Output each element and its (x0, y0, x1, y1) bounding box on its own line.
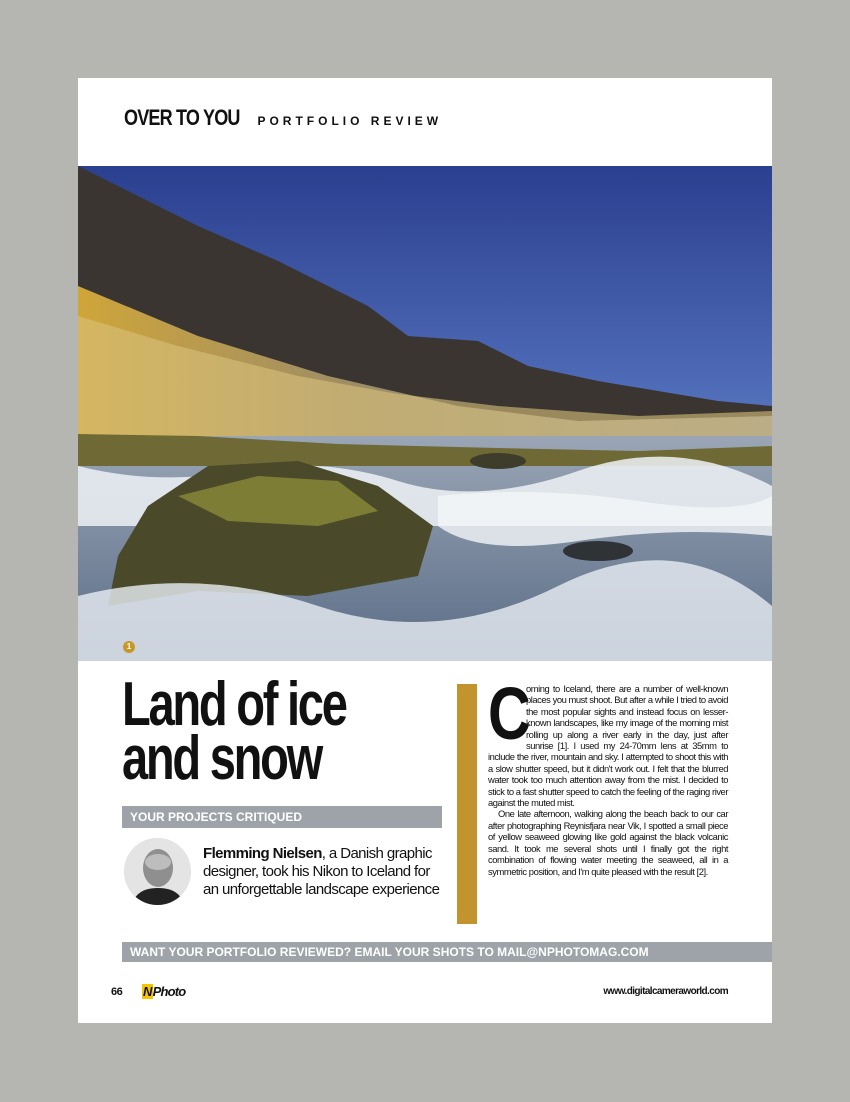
kicker-sub: PORTFOLIO REVIEW (257, 114, 443, 128)
landscape-photo (78, 166, 772, 661)
logo-text: Photo (152, 984, 186, 999)
author-name: Flemming Nielsen (203, 845, 322, 862)
paragraph-1-text: oming to Iceland, there are a number of well-known places you must shoot. But after a while I tried to avoid the most popular sights and instead focus on lesser-known landscapes, like my image of the morning mist rolling up along a river early in the day, just after sunrise [1]. I used my 24-70mm lens at 35mm to include the river, mountain and sky. I attempted to shoot this with a slow shutter speed, but it didn't work out. I felt that the blurred water took too much attention away from the mist. I decided to stick to a fast shutter speed to catch the feeling of the raging river against the muted mist. (488, 683, 728, 809)
article-body (488, 672, 728, 877)
author-intro (203, 845, 443, 899)
magazine-logo (142, 984, 185, 999)
headline (122, 670, 350, 793)
paragraph-1 (488, 672, 728, 809)
image-number-badge: 1 (123, 641, 135, 653)
intro-text: , a Danish graphic designer, took his Nikon to Iceland for an unforgettable landscape experience (203, 845, 440, 898)
magazine-page (78, 78, 772, 1023)
paragraph-2: One late afternoon, walking along the beach back to our car after photographing Reynisfjara near Vik, I spotted a small piece of yellow seaweed glowing like gold against the black volcanic sand. It took me several shots until I finally got the right combination of flowing water meeting the seaweed, all in a symmetric position, and I'm quite pleased with the result [2]. (488, 808, 728, 877)
website-url[interactable]: www.digitalcameraworld.com (603, 986, 728, 997)
logo-n: N (143, 984, 152, 999)
drop-cap: C (488, 672, 531, 755)
kicker-main: OVER TO YOU (124, 105, 240, 130)
critique-banner: YOUR PROJECTS CRITIQUED (122, 806, 442, 828)
section-kicker (124, 105, 442, 131)
author-avatar (124, 838, 191, 905)
page-number: 66 (111, 986, 123, 998)
accent-bar (457, 684, 477, 924)
submission-cta-banner: WANT YOUR PORTFOLIO REVIEWED? EMAIL YOUR SHOTS TO MAIL@NPHOTOMAG.COM (122, 942, 772, 962)
headline-line-1: Land of ice (122, 670, 346, 739)
headline-line-2: and snow (122, 724, 322, 793)
